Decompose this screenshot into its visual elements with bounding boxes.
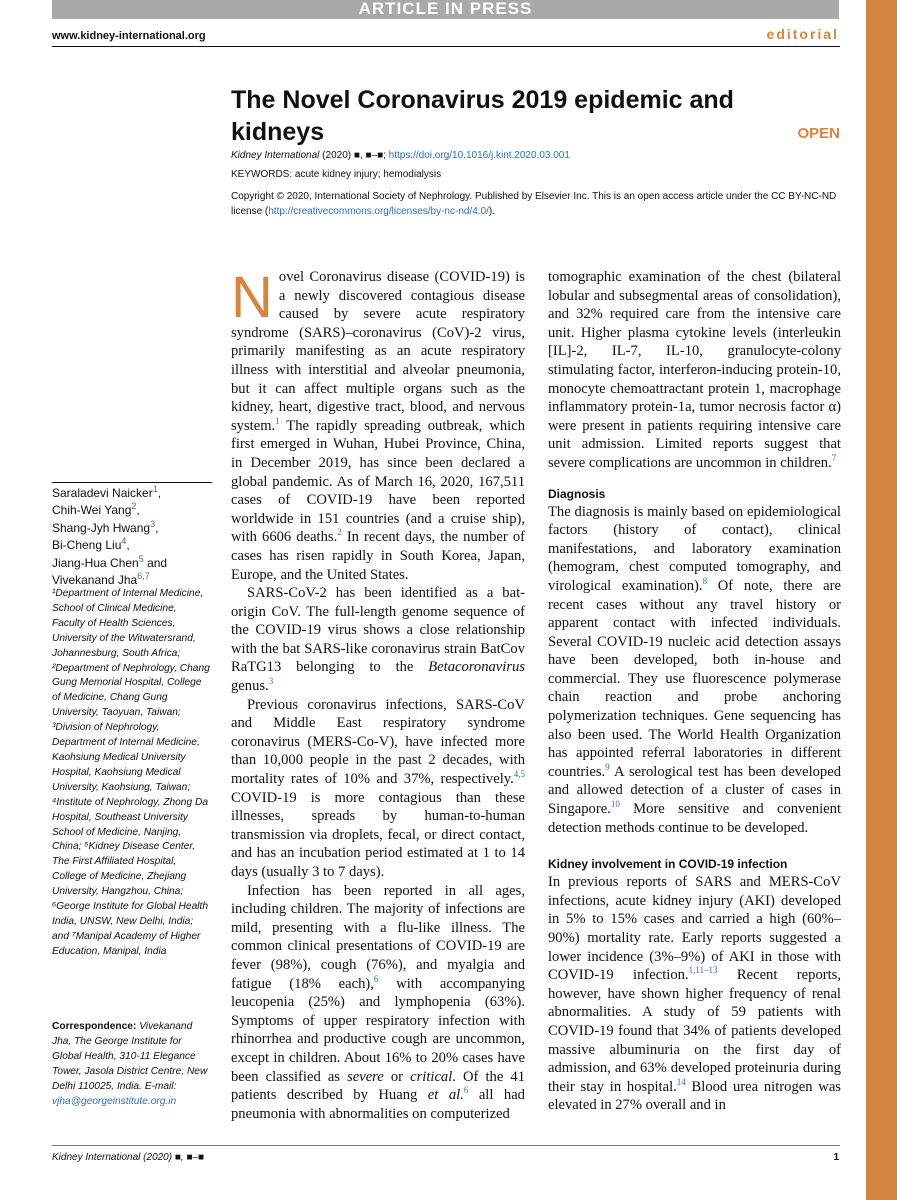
reference-link[interactable]: 1,11–13: [688, 965, 718, 976]
author-name: Vivekanand Jha: [52, 573, 138, 588]
copyright-end: ).: [488, 206, 496, 217]
citation-journal: Kidney International: [231, 150, 320, 161]
author-name: Chih-Wei Yang: [52, 503, 132, 518]
emphasis: et al.: [427, 1087, 464, 1104]
heading-kidney-involvement: Kidney involvement in COVID-19 infection: [548, 857, 788, 872]
doi-link[interactable]: https://doi.org/10.1016/j.kint.2020.03.001: [388, 150, 570, 161]
reference-link[interactable]: 1: [275, 415, 280, 426]
reference-link[interactable]: 6: [463, 1085, 469, 1096]
author-conjunction: and: [143, 555, 168, 570]
paragraph-previous-infections: [231, 696, 525, 882]
paragraph-kidney: [548, 873, 841, 1115]
body-column-right: [548, 268, 841, 1115]
affiliation-ref[interactable]: 6,7: [137, 571, 150, 582]
correspondence-text: Vivekanand Jha, The George Institute for Global Health, 310-11 Elegance Tower, Jasola District Centre, New Delhi 110025, India. E-mail:: [52, 1021, 208, 1092]
paragraph-text: The diagnosis is mainly based on epidemiological factors (history of contact), clinical manifestations, and laboratory examination (hemogram, chest computed tomography, and virological examination).: [548, 503, 841, 594]
affiliation-ref[interactable]: 3: [150, 518, 156, 529]
reference-link[interactable]: 6: [373, 973, 379, 984]
reference-link[interactable]: 3: [268, 676, 274, 687]
paragraph-text: genus.: [231, 678, 269, 695]
license-link[interactable]: http://creativecommons.org/licenses/by-nc-nd/4.0/: [268, 206, 489, 217]
body-column-left: [231, 265, 525, 1123]
journal-color-bar: [866, 0, 897, 1200]
reference-link[interactable]: 9: [605, 761, 610, 772]
citation-line: [231, 148, 843, 163]
reference-link[interactable]: 7: [831, 453, 837, 464]
keywords: KEYWORDS: acute kidney injury; hemodialysis: [231, 169, 442, 180]
reference-link[interactable]: 10: [610, 799, 620, 810]
emphasis: severe: [347, 1068, 384, 1085]
footer-rule: [52, 1145, 840, 1146]
reference-link[interactable]: 4,5: [513, 769, 525, 780]
article-in-press-banner: ARTICLE IN PRESS: [52, 0, 839, 19]
emphasis: critical: [410, 1068, 453, 1085]
heading-diagnosis: Diagnosis: [548, 486, 606, 501]
paragraph-text: In previous reports of SARS and MERS-CoV infections, acute kidney injury (AKI) developed in 5% to 15% cases and carried a high (60%–90%) mortality rate. Early reports suggested a lower incidence (3%–9%) of AKI in those with COVID-19 infection.: [548, 874, 841, 984]
paragraph-text: Previous coronavirus infections, SARS-CoV and Middle East respiratory syndrome coronavirus (MERS-Co-V), have infected more than 10,000 people in the past 2 decades, with mortality rates of 10% and 37%, respectively.: [231, 696, 525, 788]
email-link[interactable]: vjha@georgeinstitute.org.in: [52, 1095, 177, 1107]
author-name: Shang-Jyh Hwang: [52, 520, 151, 535]
genus-name: Betacoronavirus: [428, 659, 525, 676]
paragraph-clinical-continued: [548, 268, 841, 473]
footer-citation: Kidney International (2020) ■, ■–■: [52, 1152, 205, 1163]
paragraph-text: Recent reports, however, have shown higher frequency of renal abnormalities. A study of 59 patients with COVID-19 found that 34% of patients developed massive albuminuria on the first day of admission, and 63% developed proteinuria during their stay in hospital.: [548, 967, 841, 1095]
copyright-notice: [231, 189, 843, 219]
paragraph-intro: [231, 265, 525, 584]
article-title: The Novel Coronavirus 2019 epidemic and kidneys: [231, 86, 734, 146]
paragraph-text: ovel Coronavirus disease (COVID-19) is a newly discovered contagious disease caused by severe acute respiratory syndrome (SARS)–coronavirus (CoV)-2 virus, primarily manifesting as an acute respiratory illness with interstitial and alveolar pneumonia, but it can affect multiple organs such as the kidney, heart, digestive tract, blood, and nervous system.: [231, 269, 525, 434]
open-access-badge: OPEN: [797, 125, 840, 142]
copyright-text: Copyright © 2020, International Society of Nephrology. Published by Elsevier Inc. This is an open access article under the CC BY-NC-ND license (: [231, 191, 837, 217]
paragraph-text: Blood urea nitrogen was elevated in 27% overall and in: [548, 1078, 841, 1114]
section-label: editorial: [766, 26, 839, 42]
reference-link[interactable]: 14: [676, 1076, 686, 1087]
page-number: 1: [833, 1152, 839, 1163]
paragraph-text: COVID-19 is more contagious than these illnesses, spreads by human-to-human transmission via droplets, fecal, or direct contact, and has an incubation period estimated at 1 to 14 days (usually 3 to 7 days).: [231, 789, 525, 880]
paragraph-text: Infection has been reported in all ages, including children. The majority of infections are mild, presenting with a flu-like illness. The common clinical presentations of COVID-19 are fever (98%), cough (76%), and myalgia and fatigue (18% each),: [231, 882, 525, 992]
paragraph-text: with accompanying leucopenia (25%) and lymphopenia (63%). Symptoms of upper respiratory infection with rhinorrhea and productive cough are uncommon, except in children. About 16% to 20% cases have been classified as: [231, 975, 525, 1085]
affiliation-ref[interactable]: 1: [152, 484, 158, 494]
paragraph-diagnosis: [548, 503, 841, 838]
paragraph-clinical: [231, 882, 525, 1124]
affiliation-ref[interactable]: 4: [121, 536, 127, 547]
drop-cap: N: [231, 265, 273, 330]
paragraph-text: The rapidly spreading outbreak, which first emerged in Wuhan, Hubei Province, China, in December 2019, has since been declared a global pandemic. As of March 16, 2020, 167,511 cases of COVID-19 have been reported worldwide in 151 countries (and a cruise ship), with 6606 deaths.: [231, 417, 525, 546]
affiliation-ref[interactable]: 2: [131, 501, 137, 512]
paragraph-text: or: [383, 1068, 411, 1085]
author-name: Bi-Cheng Liu: [52, 538, 122, 553]
reference-link[interactable]: 8: [702, 576, 708, 587]
author-name: Saraladevi Naicker: [52, 486, 153, 500]
correspondence-label: Correspondence:: [52, 1021, 137, 1032]
header-rule: [52, 46, 840, 47]
journal-website: www.kidney-international.org: [52, 30, 206, 42]
affiliation-ref[interactable]: 5: [138, 553, 144, 564]
correspondence: [52, 1020, 212, 1109]
paragraph-text: More sensitive and convenient detection methods continue to be developed.: [548, 801, 841, 836]
paragraph-text: all had pneumonia with abnormalities on computerized: [231, 1087, 525, 1122]
paragraph-text: . Of the 41 patients described by Huang: [231, 1068, 525, 1104]
author-name: Jiang-Hua Chen: [52, 555, 139, 570]
paragraph-text: SARS-CoV-2 has been identified as a bat-origin CoV. The full-length genome sequence of the COVID-19 virus shows a close relationship with the bat SARS-like coronavirus strain BatCov RaTG13 belonging to the: [231, 585, 525, 676]
reference-link[interactable]: 2: [337, 527, 342, 538]
paragraph-origin: [231, 584, 525, 696]
citation-volume: (2020) ■, ■–■;: [319, 150, 389, 161]
paragraph-text: Of note, there are recent cases without any travel history or apparent contact with infected individuals. Several COVID-19 nucleic acid detection assays have been developed, both in-house and commercial. They use fluorescence polymerase chain reaction and probe anchoring polymerization techniques. Gene sequencing has also been used. The World Health Organization has appointed referral laboratories in different countries.: [548, 577, 841, 780]
author-list: Saraladevi Naicker$^1$, Chih-Wei Yang$^2$, Shang-Jyh Hwang$^3$, Bi-Cheng Liu$^4$, Jiang-Hua Chen$^5$ and Vivekanand Jha$^{6,7}$: [52, 482, 212, 589]
paragraph-text: A serological test has been developed and allowed detection of a cluster of cases in Singapore.: [548, 763, 841, 818]
affiliations: ¹Department of Internal Medicine, School of Clinical Medicine, Faculty of Health Sciences, University of the Witwatersrand, Johannesburg, South Africa; ²Department of Nephrology, Chang Gung Memorial Hospital, College of Medicine, Chang Gung University, Taoyuan, Taiwan; ³Division of Nephrology, Department of Internal Medicine, Kaohsiung Medical University Hospital, Kaohsiung Medical University, Kaohsiung, Taiwan; ⁴Institute of Nephrology, Zhong Da Hospital, Southeast University School of Medicine, Nanjing, China; ⁵Kidney Disease Center, The First Affiliated Hospital, College of Medicine, Zhejiang University, Hangzhou, China; ⁶George Institute for Global Health India, UNSW, New Delhi, India; and ⁷Manipal Academy of Higher Education, Manipal, India: [52, 588, 210, 957]
paragraph-text: In recent days, the number of cases has risen rapidly in South Korea, Japan, Europe, and the United States.: [231, 529, 525, 583]
paragraph-text: tomographic examination of the chest (bilateral lobular and subsegmental areas of consolidation), and 32% required care from the intensive care unit. Higher plasma cytokine levels (interleukin [IL]-2, IL-7, IL-10, granulocyte-colony stimulating factor, interferon-inducing protein-10, monocyte chemoattractant protein 1, macrophage inflammatory protein-1a, tumor necrosis factor α) were present in patients requiring intensive care unit admission. Limited reports suggest that severe complications are uncommon in children.: [548, 269, 841, 471]
